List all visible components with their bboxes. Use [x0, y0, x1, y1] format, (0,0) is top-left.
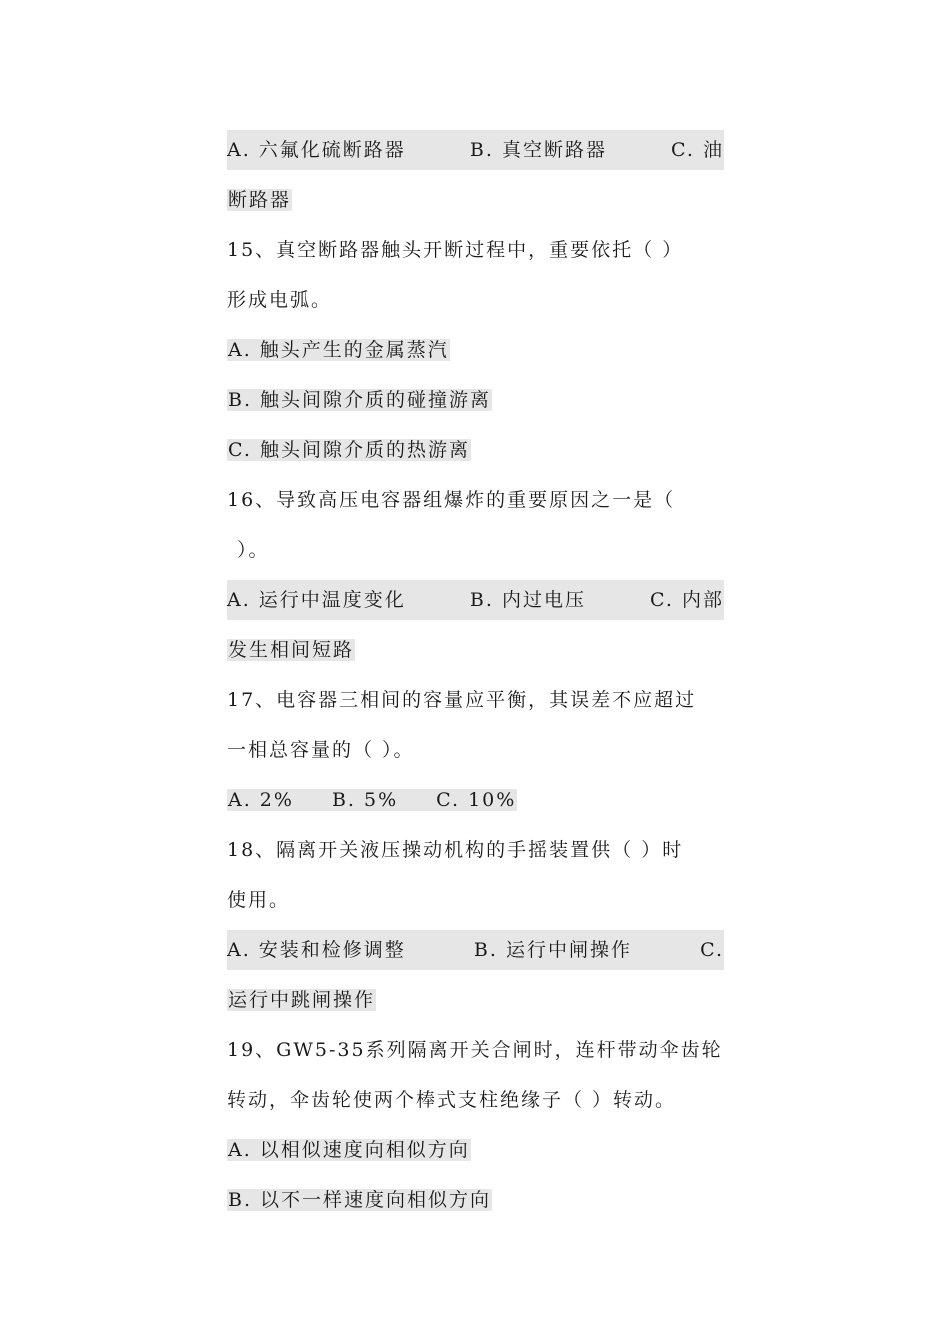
q18-option-c-continued-line — [227, 980, 727, 1030]
q18-option-c-continued: 运行中跳闸操作 — [228, 989, 376, 1011]
q16-stem-line-1 — [227, 480, 727, 530]
q19-option-a: A. 以相似速度向相似方向 — [228, 1139, 470, 1161]
q16-stem-1: 16、导致高压电容器组爆炸的重要原因之一是（ — [227, 489, 676, 511]
q17-option-a: A. 2% — [228, 789, 294, 811]
q17-options-line — [227, 780, 727, 830]
q18-option-b: B. 运行中闸操作 — [473, 939, 632, 961]
q18-stem-line-1 — [227, 830, 727, 880]
q17-stem-line-1 — [227, 680, 727, 730]
q15-option-c: C. 触头间隙介质的热游离 — [228, 439, 470, 461]
q19-stem-1: 19、GW5-35系列隔离开关合闸时，连杆带动伞齿轮 — [227, 1039, 723, 1061]
q19-stem-2: 转动，伞齿轮使两个棒式支柱绝缘子（ ）转动。 — [227, 1089, 677, 1111]
q18-options-line — [227, 930, 727, 980]
q19-option-a-line — [227, 1130, 727, 1180]
q17-stem-2: 一相总容量的（ ）。 — [227, 739, 415, 761]
q16-option-a: A. 运行中温度变化 — [227, 589, 406, 611]
q16-option-c-continued: 发生相间短路 — [228, 639, 355, 661]
q14-option-c-continued-line — [227, 180, 727, 230]
q14-option-c: C. 油 — [671, 139, 724, 161]
q16-stem-2: ）。 — [237, 539, 270, 561]
q18-stem-2: 使用。 — [227, 889, 291, 911]
q19-option-b-line — [227, 1180, 727, 1230]
q18-options-row — [227, 930, 724, 970]
q17-option-c: C. 10% — [436, 789, 517, 811]
q19-stem-line-2 — [227, 1080, 727, 1130]
q14-option-c-continued: 断路器 — [228, 189, 292, 211]
q18-option-c: C. — [700, 939, 724, 961]
q15-option-b: B. 触头间隙介质的碰撞游离 — [228, 389, 492, 411]
q16-option-b: B. 内过电压 — [469, 589, 586, 611]
document-page — [227, 130, 727, 1230]
q14-options-line — [227, 130, 727, 180]
q15-option-a-line — [227, 330, 727, 380]
q17-option-b: B. 5% — [331, 789, 399, 811]
q18-option-a: A. 安装和检修调整 — [227, 939, 406, 961]
q17-options-row — [227, 789, 517, 811]
q15-stem-line-1 — [227, 230, 727, 280]
q15-option-a: A. 触头产生的金属蒸汽 — [228, 339, 449, 361]
q14-option-a: A. 六氟化硫断路器 — [227, 139, 406, 161]
q15-option-b-line — [227, 380, 727, 430]
q16-options-row — [227, 580, 724, 620]
q16-options-line — [227, 580, 727, 630]
q16-stem-line-2 — [227, 530, 727, 580]
q14-option-b: B. 真空断路器 — [469, 139, 607, 161]
q15-stem-2: 形成电弧。 — [227, 289, 333, 311]
q19-option-b: B. 以不一样速度向相似方向 — [228, 1189, 492, 1211]
q15-stem-line-2 — [227, 280, 727, 330]
q17-stem-1: 17、电容器三相间的容量应平衡，其误差不应超过 — [227, 689, 697, 711]
q18-stem-1: 18、隔离开关液压操动机构的手摇装置供（ ）时 — [227, 839, 684, 861]
q18-stem-line-2 — [227, 880, 727, 930]
q15-stem-1: 15、真空断路器触头开断过程中，重要依托（ ） — [227, 239, 684, 261]
q19-stem-line-1 — [227, 1030, 727, 1080]
q14-options-row — [227, 130, 724, 170]
q15-option-c-line — [227, 430, 727, 480]
q16-option-c: C. 内部 — [650, 589, 724, 611]
q16-option-c-continued-line — [227, 630, 727, 680]
q17-stem-line-2 — [227, 730, 727, 780]
